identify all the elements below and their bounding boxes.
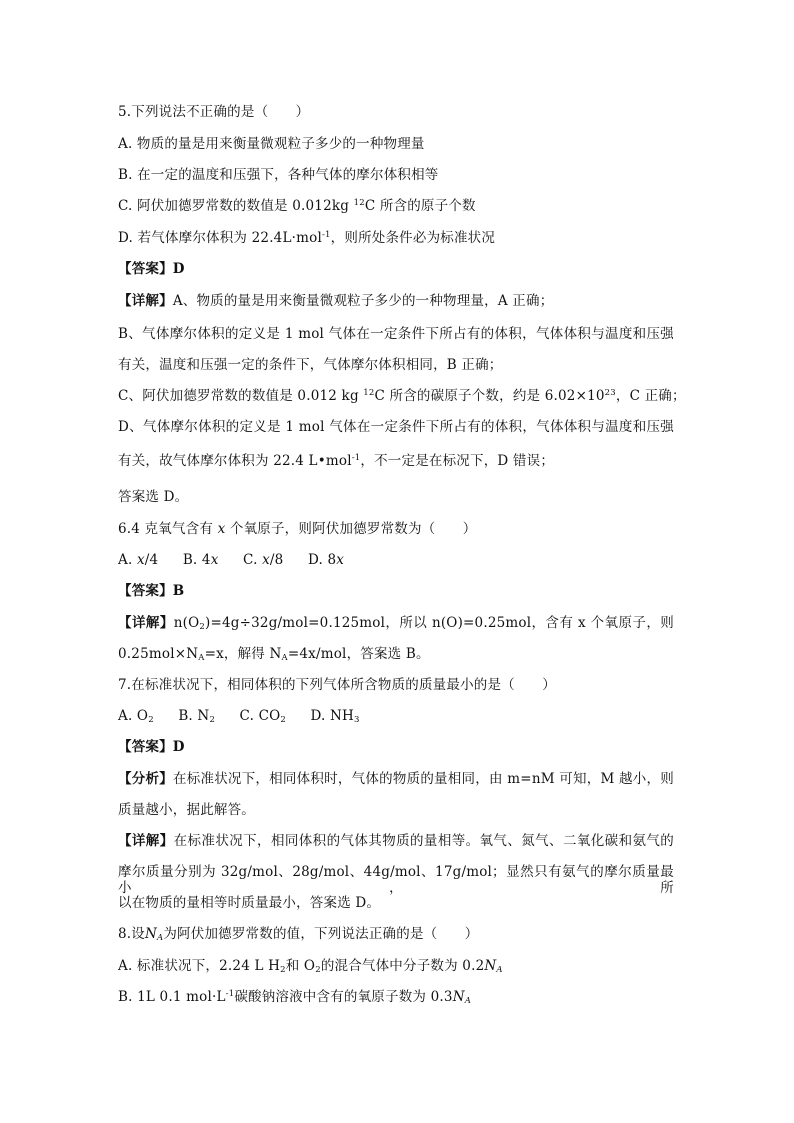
q6-option-c: C. x/8: [243, 552, 284, 568]
q7-explanation-2: 摩尔质量分别为 32g/mol、28g/mol、44g/mol、17g/mol；显然只有氨气的摩尔质量最小，所: [118, 864, 674, 896]
q8-stem: 8.设$N_A$为阿伏加德罗常数的值，下列说法正确的是（ ）: [118, 926, 479, 943]
q7-option-b: B. $N_2$: [178, 708, 216, 725]
q6-answer: 【答案】B: [118, 583, 185, 599]
q5-explanation-c: C、阿伏加德罗常数的数值是 0.012 kg $^{12}$C 所含的碳原子个数，约是 $6.02\times 10^{23}$，C 正确；: [118, 388, 686, 404]
q6-options: [118, 552, 344, 568]
q7-analysis-2: 质量越小，据此解答。: [118, 802, 255, 818]
q7-options: [118, 708, 360, 724]
q5-explanation-b2: 有关，温度和压强一定的条件下，气体摩尔体积相同，B 正确；: [118, 357, 503, 373]
q7-answer: 【答案】D: [118, 739, 185, 755]
q6-explanation-1: 【详解】$n(O_2)=4g\div 32g/mol=0.125mol$，所以 n(O)=0.25mol，含有 x 个氧原子，则: [118, 615, 674, 632]
q5-option-a: A. 物质的量是用来衡量微观粒子多少的一种物理量: [118, 136, 425, 152]
q7-option-a: A. $O_2$: [118, 708, 154, 725]
q5-answer: 【答案】D: [118, 261, 185, 277]
q7-stem: 7.在标准状况下，相同体积的下列气体所含物质的质量最小的是（ ）: [118, 677, 556, 693]
q5-explanation-a: 【详解】A、物质的量是用来衡量微观粒子多少的一种物理量，A 正确；: [118, 293, 554, 309]
q7-explanation-3: 以在物质的量相等时质量最小，答案选 D。: [118, 895, 381, 911]
q8-option-a: A. 标准状况下，2.24 L $H_2$和 $O_2$的混合气体中分子数为 $0.2N_A$: [118, 958, 503, 975]
q5-explanation-d1: D、气体摩尔体积的定义是 1 mol 气体在一定条件下所占有的体积，气体体积与温度和压强: [118, 419, 674, 435]
q7-analysis-1: 【分析】在标准状况下，相同体积时，气体的物质的量相同，由 m=nM 可知，M 越小，则: [118, 771, 674, 787]
q6-stem: 6.4 克氧气含有 x 个氧原子，则阿伏加德罗常数为（ ）: [118, 521, 477, 537]
q5-explanation-d2: 有关，故气体摩尔体积为 22.4 L•mol$^{-1}$，不一定是在标况下，D 错误；: [118, 453, 555, 469]
q7-explanation-1: 【详解】在标准状况下，相同体积的气体其物质的量相等。氧气、氮气、二氧化碳和氨气的: [118, 833, 674, 849]
q7-option-c: C. $CO_2$: [239, 708, 286, 725]
q5-conclusion: 答案选 D。: [118, 489, 189, 505]
q6-explanation-2: $0.25mol\times N_A=x$，解得 $N_A=4x$/mol，答案选 B。: [118, 646, 430, 663]
q5-option-d: D. 若气体摩尔体积为 22.4L·mol$^{-1}$，则所处条件必为标准状况: [118, 230, 496, 246]
q6-option-a: A. x/4: [118, 552, 159, 568]
q8-option-b: B. 1L 0.1 $mol\cdot L^{-1}$碳酸钠溶液中含有的氧原子数为 $0.3N_A$: [118, 989, 472, 1006]
q5-stem: 5.下列说法不正确的是（ ）: [118, 104, 310, 120]
q5-option-c: C. 阿伏加德罗常数的数值是 0.012kg $^{12}$C 所含的原子个数: [118, 198, 476, 214]
q5-explanation-b1: B、气体摩尔体积的定义是 1 mol 气体在一定条件下所占有的体积，气体体积与温度和压强: [118, 326, 674, 342]
q5-option-b: B. 在一定的温度和压强下，各种气体的摩尔体积相等: [118, 167, 439, 183]
q6-option-d: D. 8x: [307, 552, 345, 568]
q7-option-d: D. $NH_3$: [310, 708, 360, 725]
q6-option-b: B. 4x: [182, 552, 219, 568]
